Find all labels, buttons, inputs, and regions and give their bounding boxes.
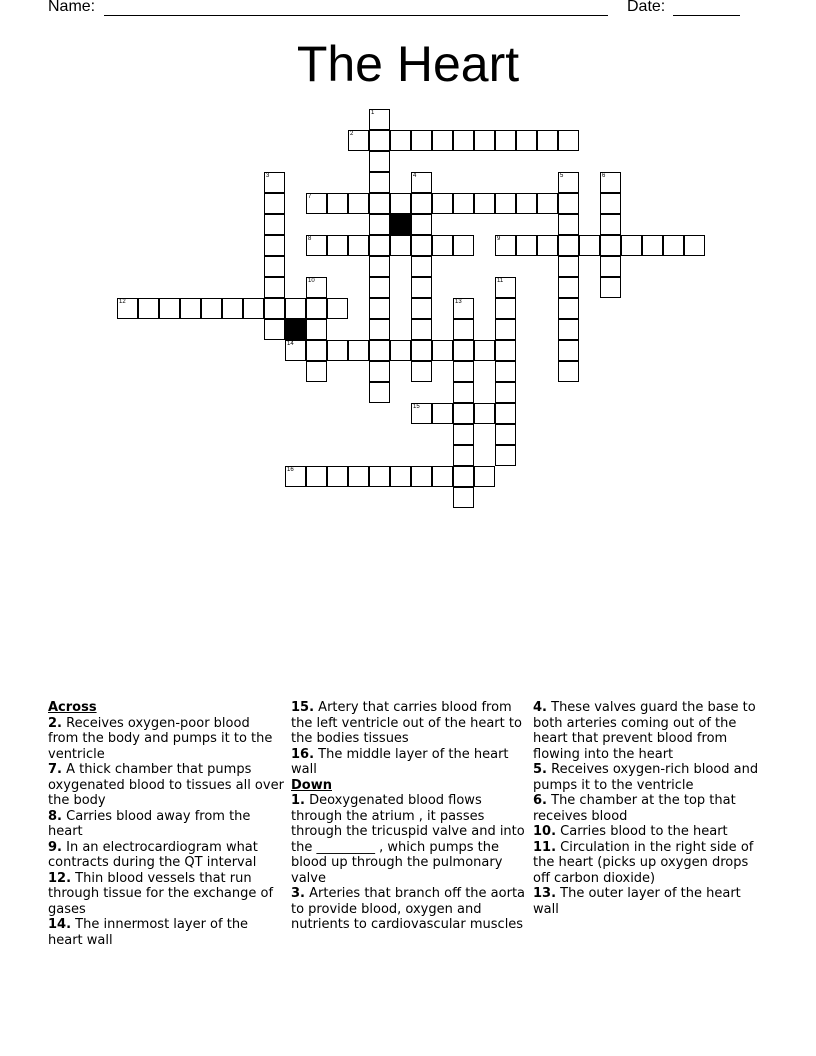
crossword-block <box>390 214 411 235</box>
crossword-cell[interactable] <box>348 193 369 214</box>
crossword-cell[interactable] <box>138 298 159 319</box>
clue-across-12: 12. Thin blood vessels that run through tissue for the exchange of gases <box>48 870 274 917</box>
crossword-cell[interactable] <box>285 340 306 361</box>
crossword-cell[interactable] <box>411 298 432 319</box>
crossword-cell[interactable] <box>600 256 621 277</box>
clue-down-1: 1. Deoxygenated blood flows through the atrium , it passes through the tricuspid valve and into the _________ , which pumps the blood up through the pulmonary valve <box>291 793 525 886</box>
crossword-cell[interactable] <box>537 130 558 151</box>
crossword-cell[interactable] <box>390 340 411 361</box>
crossword-cell[interactable] <box>495 382 516 403</box>
clues-column-3 <box>533 700 769 917</box>
crossword-cell[interactable] <box>474 403 495 424</box>
crossword-cell[interactable] <box>558 361 579 382</box>
crossword-cell[interactable] <box>222 298 243 319</box>
crossword-cell[interactable] <box>453 319 474 340</box>
crossword-cell[interactable] <box>369 256 390 277</box>
crossword-cell[interactable] <box>306 193 327 214</box>
crossword-cell[interactable] <box>642 235 663 256</box>
clue-across-9: 9. In an electrocardiogram what contracts during the QT interval <box>48 839 258 870</box>
clue-across-7: 7. A thick chamber that pumps oxygenated blood to tissues all over the body <box>48 762 284 808</box>
crossword-cell[interactable] <box>558 235 579 256</box>
crossword-cell[interactable] <box>264 298 285 319</box>
crossword-cell[interactable] <box>453 130 474 151</box>
crossword-cell[interactable] <box>537 193 558 214</box>
crossword-cell[interactable] <box>285 466 306 487</box>
crossword-cell[interactable] <box>390 193 411 214</box>
crossword-cell[interactable] <box>537 235 558 256</box>
clue-number: 5 <box>560 173 564 179</box>
page-title: The Heart <box>296 36 520 92</box>
crossword-cell[interactable] <box>411 340 432 361</box>
crossword-cell[interactable] <box>600 214 621 235</box>
crossword-cell[interactable] <box>558 256 579 277</box>
crossword-cell[interactable] <box>558 319 579 340</box>
crossword-cell[interactable] <box>411 361 432 382</box>
clue-number: 7 <box>308 194 312 200</box>
clue-number: 15 <box>413 404 420 410</box>
clue-across-14: 14. The innermost layer of the heart wall <box>48 917 249 948</box>
crossword-cell[interactable] <box>411 172 432 193</box>
crossword-cell[interactable] <box>432 130 453 151</box>
crossword-cell[interactable] <box>516 130 537 151</box>
crossword-cell[interactable] <box>369 193 390 214</box>
crossword-cell[interactable] <box>411 193 432 214</box>
clue-number: 10 <box>308 278 315 284</box>
crossword-cell[interactable] <box>495 235 516 256</box>
clue-number: 12 <box>119 299 126 305</box>
crossword-cell[interactable] <box>474 340 495 361</box>
crossword-cell[interactable] <box>453 361 474 382</box>
crossword-cell[interactable] <box>243 298 264 319</box>
clue-number: 9 <box>497 236 501 242</box>
down-heading: Down <box>291 777 332 793</box>
clue-down-5: 5. Receives oxygen-rich blood and pumps it to the ventricle <box>533 762 759 793</box>
clue-number: 6 <box>602 173 606 179</box>
crossword-cell[interactable] <box>411 214 432 235</box>
clue-down-6: 6. The chamber at the top that receives blood <box>533 793 736 824</box>
crossword-cell[interactable] <box>348 130 369 151</box>
crossword-cell[interactable] <box>306 466 327 487</box>
clue-number: 11 <box>497 278 504 284</box>
crossword-cell[interactable] <box>432 466 453 487</box>
crossword-cell[interactable] <box>600 193 621 214</box>
crossword-cell[interactable] <box>390 130 411 151</box>
crossword-cell[interactable] <box>495 193 516 214</box>
crossword-cell[interactable] <box>411 319 432 340</box>
crossword-cell[interactable] <box>369 214 390 235</box>
crossword-cell[interactable] <box>327 466 348 487</box>
crossword-cell[interactable] <box>495 277 516 298</box>
crossword-cell[interactable] <box>495 130 516 151</box>
crossword-cell[interactable] <box>474 466 495 487</box>
crossword-cell[interactable] <box>264 319 285 340</box>
crossword-cell[interactable] <box>495 361 516 382</box>
crossword-cell[interactable] <box>558 340 579 361</box>
crossword-cell[interactable] <box>432 340 453 361</box>
crossword-cell[interactable] <box>453 235 474 256</box>
clue-number: 16 <box>287 467 294 473</box>
crossword-cell[interactable] <box>516 235 537 256</box>
crossword-cell[interactable] <box>327 298 348 319</box>
crossword-cell[interactable] <box>600 277 621 298</box>
crossword-cell[interactable] <box>306 361 327 382</box>
crossword-cell[interactable] <box>390 466 411 487</box>
clue-down-11: 11. Circulation in the right side of the heart (picks up oxygen drops off carbon dioxide) <box>533 839 754 886</box>
clue-down-4: 4. These valves guard the base to both arteries coming out of the heart that prevent blood from flowing into the heart <box>533 700 756 762</box>
crossword-cell[interactable] <box>201 298 222 319</box>
crossword-block <box>285 319 306 340</box>
crossword-cell[interactable] <box>411 235 432 256</box>
crossword-cell[interactable] <box>474 130 495 151</box>
crossword-cell[interactable] <box>369 298 390 319</box>
crossword-cell[interactable] <box>264 193 285 214</box>
crossword-cell[interactable] <box>264 172 285 193</box>
crossword-cell[interactable] <box>558 214 579 235</box>
crossword-cell[interactable] <box>306 319 327 340</box>
crossword-cell[interactable] <box>348 466 369 487</box>
crossword-cell[interactable] <box>663 235 684 256</box>
crossword-cell[interactable] <box>600 172 621 193</box>
crossword-cell[interactable] <box>558 277 579 298</box>
crossword-cell[interactable] <box>369 130 390 151</box>
crossword-cell[interactable] <box>600 235 621 256</box>
crossword-cell[interactable] <box>558 130 579 151</box>
crossword-cell[interactable] <box>453 445 474 466</box>
crossword-cell[interactable] <box>369 277 390 298</box>
crossword-cell[interactable] <box>369 361 390 382</box>
crossword-cell[interactable] <box>558 193 579 214</box>
crossword-cell[interactable] <box>495 319 516 340</box>
crossword-cell[interactable] <box>348 235 369 256</box>
crossword-cell[interactable] <box>495 445 516 466</box>
crossword-cell[interactable] <box>369 319 390 340</box>
crossword-cell[interactable] <box>411 466 432 487</box>
crossword-cell[interactable] <box>348 340 369 361</box>
crossword-cell[interactable] <box>306 235 327 256</box>
crossword-cell[interactable] <box>432 235 453 256</box>
crossword-cell[interactable] <box>432 403 453 424</box>
crossword-cell[interactable] <box>453 298 474 319</box>
clue-across-2: 2. Receives oxygen-poor blood from the body and pumps it to the ventricle <box>48 715 273 762</box>
crossword-cell[interactable] <box>495 424 516 445</box>
crossword-cell[interactable] <box>369 235 390 256</box>
crossword-cell[interactable] <box>369 466 390 487</box>
clue-number: 4 <box>413 173 417 179</box>
crossword-cell[interactable] <box>411 130 432 151</box>
name-label: Name: <box>48 0 96 15</box>
clue-number: 13 <box>455 299 462 305</box>
crossword-cell[interactable] <box>684 235 705 256</box>
crossword-cell[interactable] <box>474 193 495 214</box>
crossword-cell[interactable] <box>411 277 432 298</box>
across-heading: Across <box>48 700 97 715</box>
clue-number: 3 <box>266 173 270 179</box>
crossword-cell[interactable] <box>117 298 138 319</box>
crossword-cell[interactable] <box>411 256 432 277</box>
crossword-cell[interactable] <box>327 193 348 214</box>
crossword-cell[interactable] <box>285 298 306 319</box>
clue-number: 1 <box>371 110 375 116</box>
clue-number: 14 <box>287 341 294 347</box>
crossword-cell[interactable] <box>306 298 327 319</box>
crossword-cell[interactable] <box>327 340 348 361</box>
crossword-cell[interactable] <box>495 298 516 319</box>
crossword-cell[interactable] <box>579 235 600 256</box>
clue-across-15: 15. Artery that carries blood from the left ventricle out of the heart to the bodies tissues <box>291 700 522 746</box>
crossword-cell[interactable] <box>264 235 285 256</box>
crossword-cell[interactable] <box>369 151 390 172</box>
crossword-cell[interactable] <box>453 466 474 487</box>
date-label: Date: <box>627 0 666 15</box>
crossword-cell[interactable] <box>453 382 474 403</box>
clues-column-1 <box>48 700 284 948</box>
crossword-cell[interactable] <box>369 172 390 193</box>
clue-across-8: 8. Carries blood away from the heart <box>48 808 251 839</box>
clues-column-2 <box>291 700 527 933</box>
crossword-cell[interactable] <box>453 193 474 214</box>
crossword-cell[interactable] <box>159 298 180 319</box>
crossword-cell[interactable] <box>306 340 327 361</box>
clue-number: 8 <box>308 236 312 242</box>
clue-down-10: 10. Carries blood to the heart <box>533 824 728 839</box>
crossword-cell[interactable] <box>369 382 390 403</box>
crossword-cell[interactable] <box>453 487 474 508</box>
crossword-cell[interactable] <box>264 214 285 235</box>
crossword-cell[interactable] <box>369 340 390 361</box>
clue-across-16: 16. The middle layer of the heart wall <box>291 746 509 777</box>
clue-down-13: 13. The outer layer of the heart wall <box>533 886 741 917</box>
crossword-cell[interactable] <box>621 235 642 256</box>
crossword-cell[interactable] <box>306 277 327 298</box>
crossword-cell[interactable] <box>327 235 348 256</box>
crossword-cell[interactable] <box>495 340 516 361</box>
crossword-cell[interactable] <box>369 109 390 130</box>
crossword-cell[interactable] <box>495 403 516 424</box>
crossword-cell[interactable] <box>558 172 579 193</box>
crossword-cell[interactable] <box>453 424 474 445</box>
crossword-cell[interactable] <box>180 298 201 319</box>
crossword-cell[interactable] <box>516 193 537 214</box>
clue-number: 2 <box>350 131 354 137</box>
crossword-cell[interactable] <box>411 403 432 424</box>
crossword-cell[interactable] <box>453 403 474 424</box>
crossword-cell[interactable] <box>453 340 474 361</box>
crossword-cell[interactable] <box>264 277 285 298</box>
crossword-cell[interactable] <box>264 256 285 277</box>
crossword-cell[interactable] <box>390 235 411 256</box>
clue-down-3: 3. Arteries that branch off the aorta to provide blood, oxygen and nutrients to cardiovascular muscles <box>291 886 526 932</box>
crossword-cell[interactable] <box>558 298 579 319</box>
crossword-cell[interactable] <box>432 193 453 214</box>
